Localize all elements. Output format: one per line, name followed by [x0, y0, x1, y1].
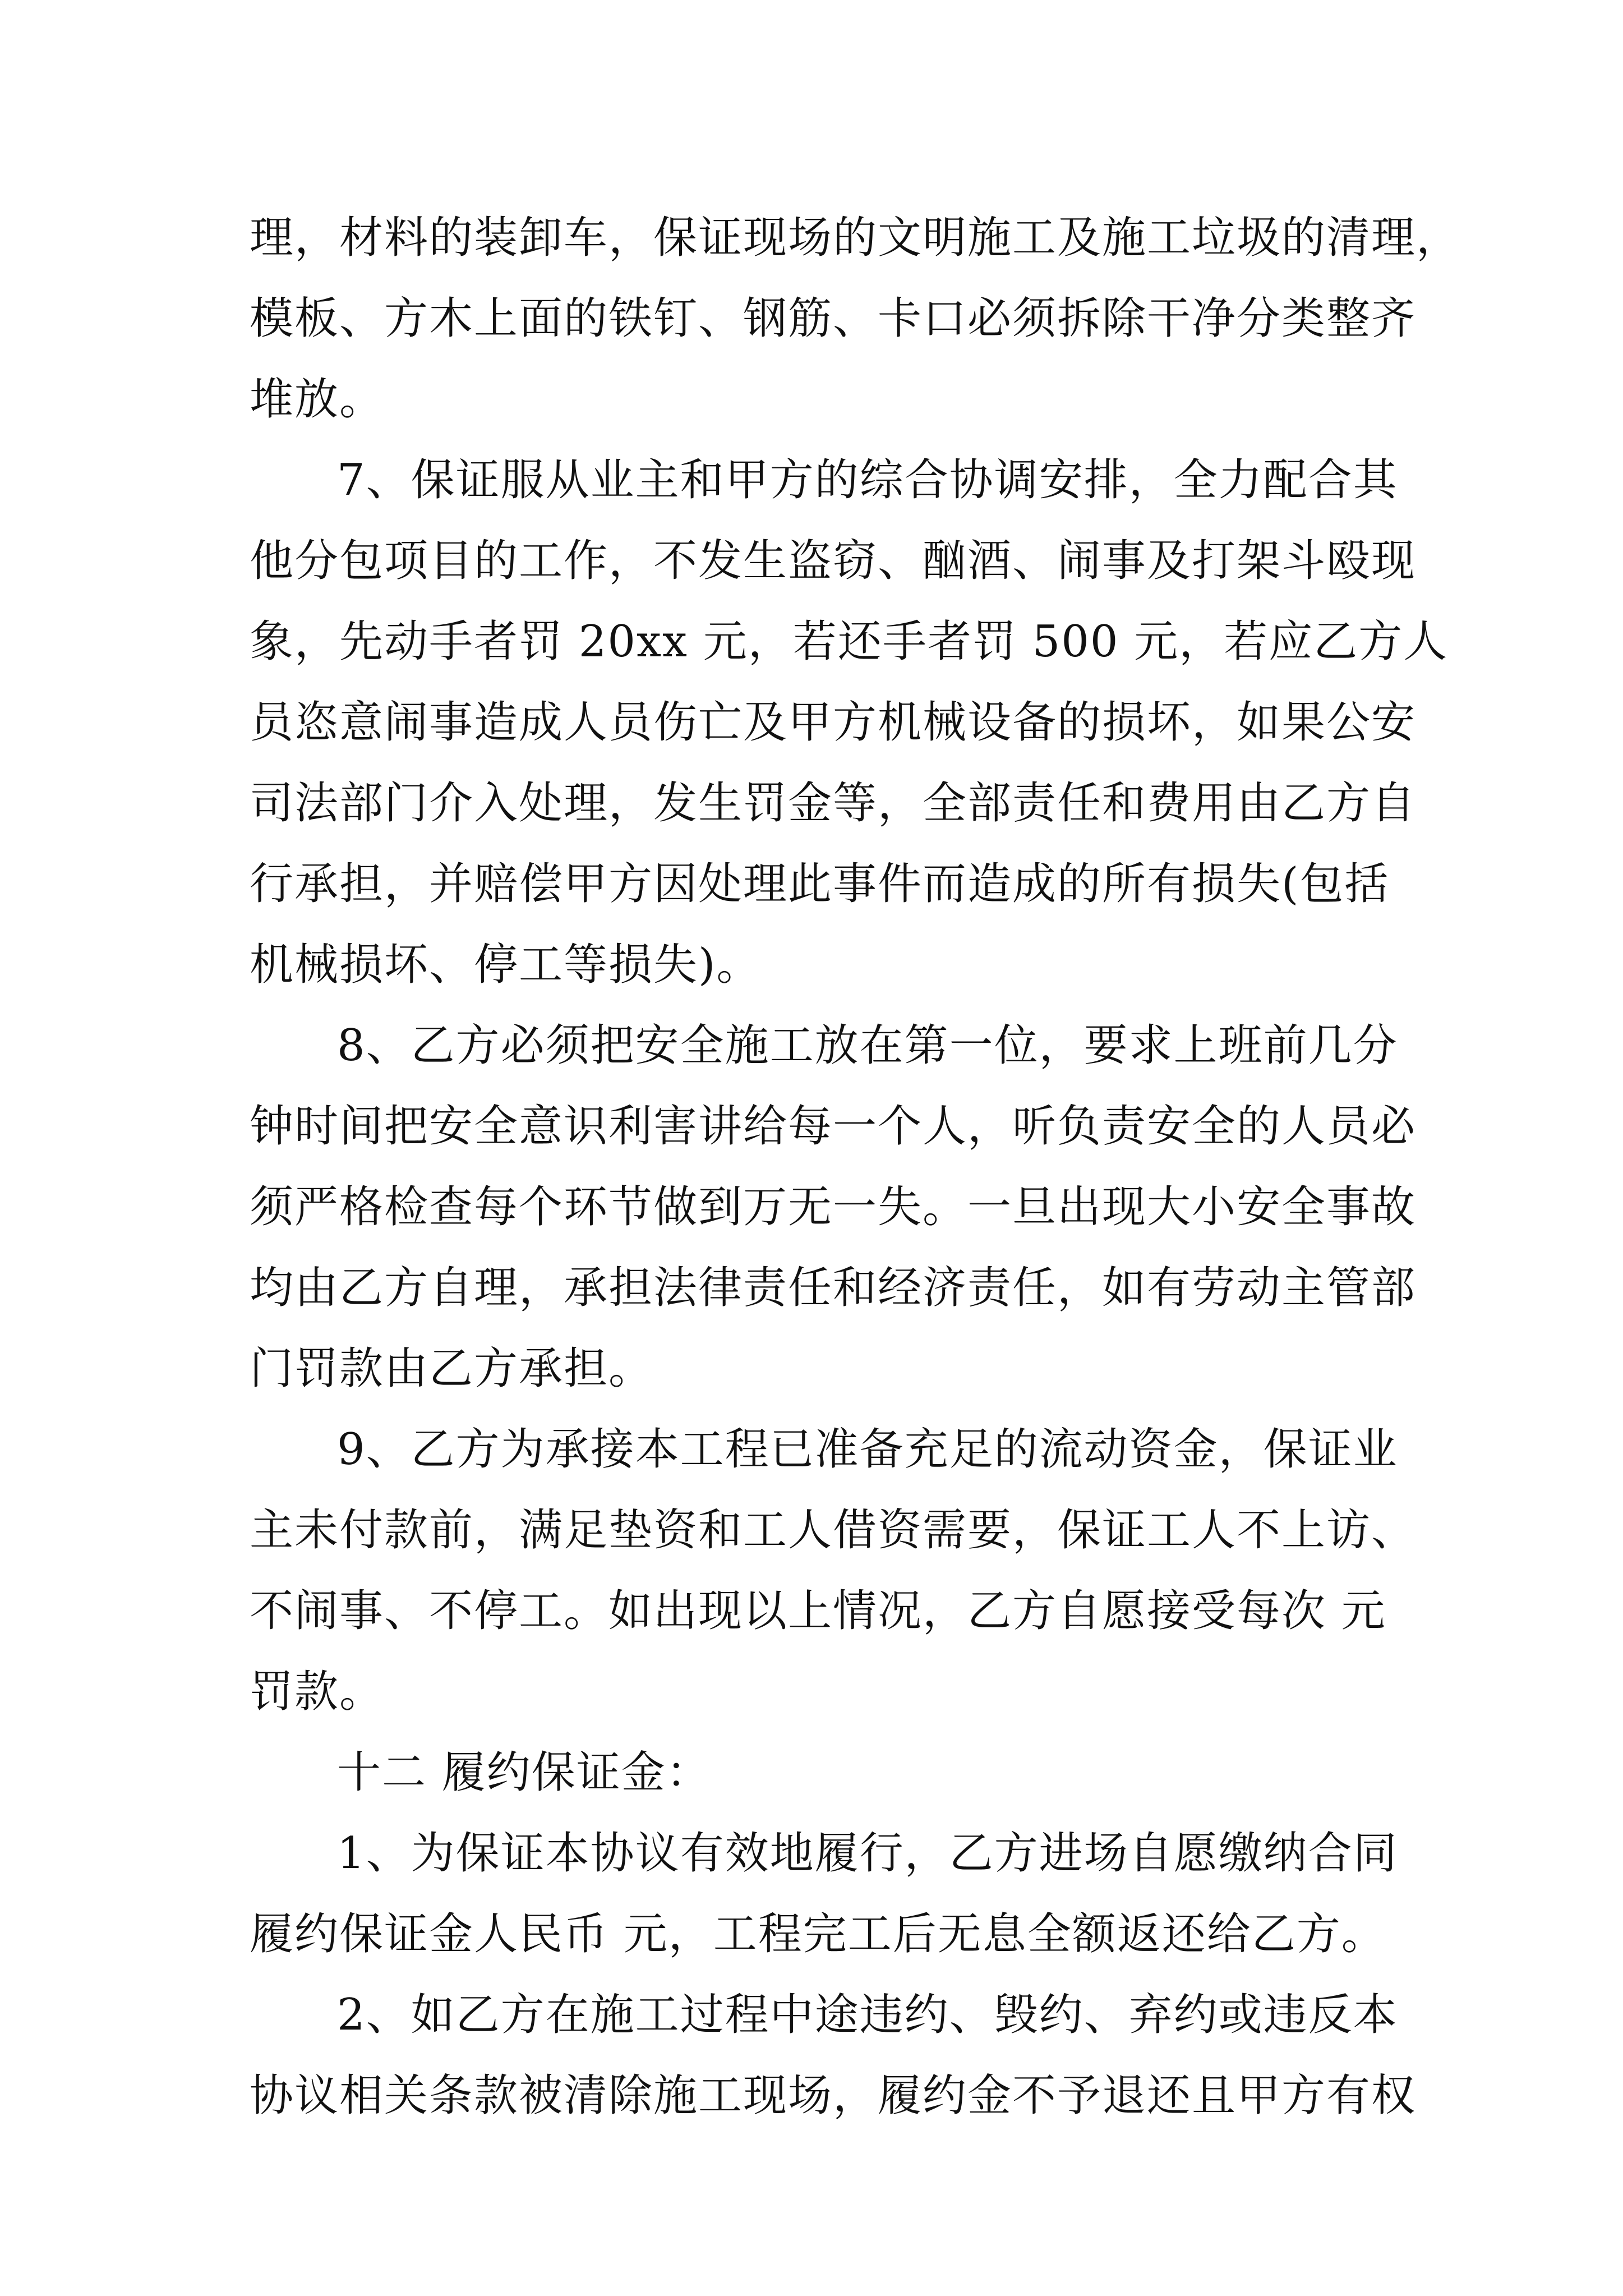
section-heading: 十二 履约保证金：	[337, 1747, 711, 1798]
text-line: 机械损坏、停工等损失)。	[250, 940, 762, 990]
document-body	[250, 197, 1461, 2136]
text-line: 他分包项目的工作，不发生盗窃、酗酒、闹事及打架斗殴现	[250, 536, 1417, 586]
text-line: 理，材料的装卸车，保证现场的文明施工及施工垃圾的清理，	[250, 213, 1461, 263]
text-line: 行承担，并赔偿甲方因处理此事件而造成的所有损失(包括	[250, 859, 1390, 909]
text-line: 须严格检查每个环节做到万无一失。一旦出现大小安全事故	[250, 1182, 1417, 1232]
text-line: 堆放。	[250, 374, 385, 425]
text-line: 履约保证金人民币 元，工程完工后无息全额返还给乙方。	[250, 1909, 1386, 1959]
clause-1-start: 1、为保证本协议有效地履行，乙方进场自愿缴纳合同	[337, 1828, 1398, 1879]
clause-9-start: 9、乙方为承接本工程已准备充足的流动资金，保证业	[337, 1424, 1398, 1475]
text-line: 钟时间把安全意识利害讲给每一个人，听负责安全的人员必	[250, 1101, 1417, 1152]
text-line: 门罚款由乙方承担。	[250, 1343, 654, 1394]
text-line: 主未付款前，满足垫资和工人借资需要，保证工人不上访、	[250, 1505, 1417, 1556]
text-line: 均由乙方自理，承担法律责任和经济责任，如有劳动主管部	[250, 1263, 1417, 1313]
text-line: 象，先动手者罚 20xx 元，若还手者罚 500 元，若应乙方人	[250, 616, 1449, 667]
text-line: 罚款。	[250, 1667, 385, 1717]
text-line: 司法部门介入处理，发生罚金等，全部责任和费用由乙方自	[250, 778, 1417, 829]
text-line: 不闹事、不停工。如出现以上情况，乙方自愿接受每次 元	[250, 1586, 1386, 1636]
clause-2-start: 2、如乙方在施工过程中途违约、毁约、弃约或违反本	[337, 1990, 1398, 2040]
text-line: 员恣意闹事造成人员伤亡及甲方机械设备的损坏，如果公安	[250, 697, 1417, 748]
clause-7-start: 7、保证服从业主和甲方的综合协调安排，全力配合其	[337, 455, 1398, 505]
text-line: 模板、方木上面的铁钉、钢筋、卡口必须拆除干净分类整齐	[250, 293, 1417, 344]
text-line: 协议相关条款被清除施工现场，履约金不予退还且甲方有权	[250, 2070, 1417, 2121]
clause-8-start: 8、乙方必须把安全施工放在第一位，要求上班前几分	[337, 1020, 1398, 1071]
